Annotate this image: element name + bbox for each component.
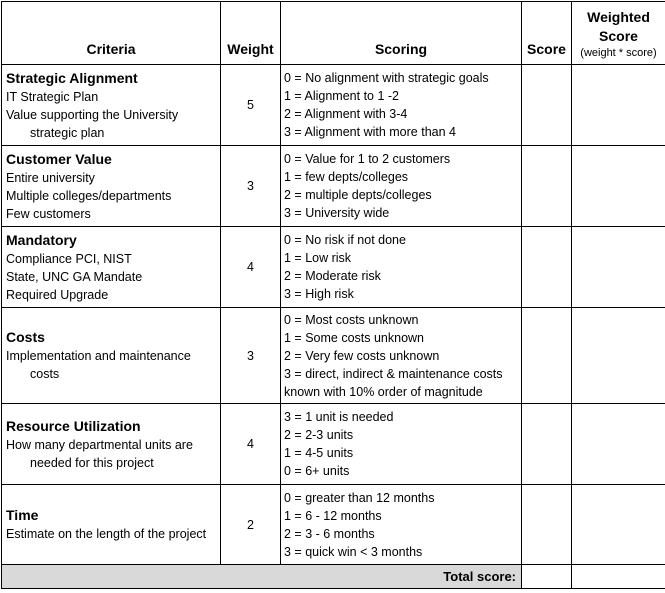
- weighted-score-subtitle: (weight * score): [572, 46, 665, 60]
- criteria-row-resource-utilization: [2, 404, 665, 485]
- criteria-title: Time: [6, 506, 216, 525]
- header-row: [2, 2, 665, 65]
- criteria-title: Costs: [6, 328, 216, 347]
- weighted-score-cell[interactable]: [572, 404, 665, 485]
- scoring-line: 0 = Most costs unknown: [284, 311, 518, 329]
- scoring-matrix-table: [1, 1, 665, 589]
- scoring-cell: [281, 485, 522, 565]
- criteria-line: Value supporting the University: [6, 106, 216, 124]
- scoring-line: 3 = direct, indirect & maintenance costs: [284, 365, 518, 383]
- criteria-cell: [2, 308, 221, 404]
- scoring-line: known with 10% order of magnitude: [284, 383, 518, 401]
- total-row: [2, 565, 665, 589]
- criteria-line: State, UNC GA Mandate: [6, 268, 216, 286]
- scoring-line: 1 = 6 - 12 months: [284, 507, 518, 525]
- criteria-line: IT Strategic Plan: [6, 88, 216, 106]
- weight-cell: 3: [221, 308, 281, 404]
- scoring-cell: [281, 65, 522, 146]
- scoring-line: 0 = greater than 12 months: [284, 489, 518, 507]
- criteria-line: strategic plan: [6, 124, 216, 142]
- weighted-score-cell[interactable]: [572, 227, 665, 308]
- criteria-cell: [2, 146, 221, 227]
- weight-cell: 2: [221, 485, 281, 565]
- criteria-line: costs: [6, 365, 216, 383]
- scoring-line: 1 = few depts/colleges: [284, 168, 518, 186]
- scoring-line: 3 = 1 unit is needed: [284, 408, 518, 426]
- scoring-line: 2 = Moderate risk: [284, 267, 518, 285]
- weight-cell: 3: [221, 146, 281, 227]
- scoring-line: 1 = Some costs unknown: [284, 329, 518, 347]
- scoring-cell: [281, 404, 522, 485]
- header-criteria: Criteria: [2, 2, 221, 65]
- scoring-line: 0 = 6+ units: [284, 462, 518, 480]
- criteria-line: How many departmental units are: [6, 436, 216, 454]
- header-score: Score: [522, 2, 572, 65]
- scoring-cell: [281, 146, 522, 227]
- scoring-cell: [281, 308, 522, 404]
- scoring-line: 1 = 4-5 units: [284, 444, 518, 462]
- score-input-cell[interactable]: [522, 308, 572, 404]
- total-score-cell[interactable]: [522, 565, 572, 589]
- criteria-row-strategic-alignment: [2, 65, 665, 146]
- score-input-cell[interactable]: [522, 404, 572, 485]
- weighted-score-cell[interactable]: [572, 485, 665, 565]
- total-weighted-score-cell[interactable]: [572, 565, 665, 589]
- scoring-line: 2 = 3 - 6 months: [284, 525, 518, 543]
- scoring-line: 3 = quick win < 3 months: [284, 543, 518, 561]
- scoring-line: 0 = Value for 1 to 2 customers: [284, 150, 518, 168]
- scoring-line: 2 = Very few costs unknown: [284, 347, 518, 365]
- criteria-cell: [2, 404, 221, 485]
- criteria-cell: [2, 227, 221, 308]
- criteria-row-time: [2, 485, 665, 565]
- criteria-line: Multiple colleges/departments: [6, 187, 216, 205]
- criteria-line: Estimate on the length of the project: [6, 525, 216, 543]
- weighted-score-cell[interactable]: [572, 65, 665, 146]
- score-input-cell[interactable]: [522, 227, 572, 308]
- scoring-line: 3 = High risk: [284, 285, 518, 303]
- weighted-score-cell[interactable]: [572, 308, 665, 404]
- criteria-row-mandatory: [2, 227, 665, 308]
- criteria-line: Compliance PCI, NIST: [6, 250, 216, 268]
- score-input-cell[interactable]: [522, 65, 572, 146]
- weighted-score-cell[interactable]: [572, 146, 665, 227]
- criteria-line: Few customers: [6, 205, 216, 223]
- criteria-cell: [2, 65, 221, 146]
- scoring-line: 2 = multiple depts/colleges: [284, 186, 518, 204]
- criteria-line: Implementation and maintenance: [6, 347, 216, 365]
- header-scoring: Scoring: [281, 2, 522, 65]
- scoring-line: 3 = University wide: [284, 204, 518, 222]
- scoring-line: 2 = Alignment with 3-4: [284, 105, 518, 123]
- scoring-cell: [281, 227, 522, 308]
- total-score-label: Total score:: [2, 565, 522, 589]
- criteria-title: Strategic Alignment: [6, 69, 216, 88]
- scoring-line: 1 = Low risk: [284, 249, 518, 267]
- criteria-row-costs: [2, 308, 665, 404]
- criteria-title: Resource Utilization: [6, 417, 216, 436]
- scoring-line: 2 = 2-3 units: [284, 426, 518, 444]
- weight-cell: 4: [221, 404, 281, 485]
- scoring-line: 3 = Alignment with more than 4: [284, 123, 518, 141]
- criteria-row-customer-value: [2, 146, 665, 227]
- weight-cell: 4: [221, 227, 281, 308]
- header-weighted-score: [572, 2, 665, 65]
- criteria-title: Mandatory: [6, 231, 216, 250]
- scoring-line: 0 = No alignment with strategic goals: [284, 69, 518, 87]
- scoring-line: 1 = Alignment to 1 -2: [284, 87, 518, 105]
- weight-cell: 5: [221, 65, 281, 146]
- score-input-cell[interactable]: [522, 146, 572, 227]
- score-input-cell[interactable]: [522, 485, 572, 565]
- criteria-line: Required Upgrade: [6, 286, 216, 304]
- criteria-title: Customer Value: [6, 150, 216, 169]
- scoring-line: 0 = No risk if not done: [284, 231, 518, 249]
- header-weight: Weight: [221, 2, 281, 65]
- criteria-line: needed for this project: [6, 454, 216, 472]
- weighted-score-title: Weighted Score: [572, 8, 665, 46]
- criteria-cell: [2, 485, 221, 565]
- criteria-line: Entire university: [6, 169, 216, 187]
